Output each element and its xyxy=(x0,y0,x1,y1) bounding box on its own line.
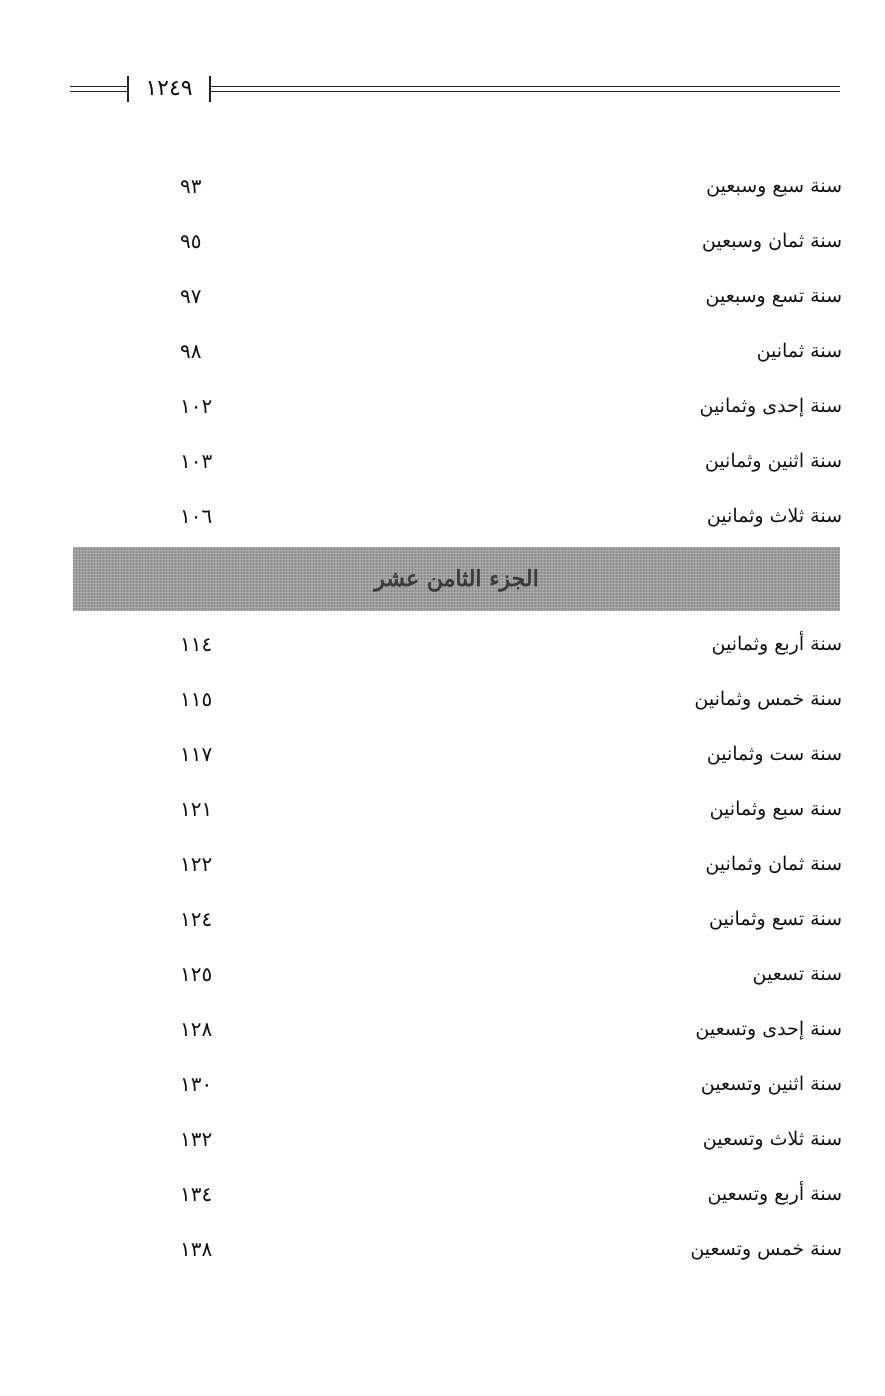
toc-entry-title: سنة تسع وسبعين xyxy=(705,285,842,307)
toc-entry-page: ١٢٨ xyxy=(180,1017,213,1041)
toc-entry-page: ١٠٣ xyxy=(180,449,213,473)
toc-entry-title: سنة خمس وتسعين xyxy=(690,1238,842,1260)
toc-row xyxy=(70,488,842,543)
toc-row xyxy=(70,1221,842,1276)
toc-entry-page: ١٠٦ xyxy=(180,504,213,528)
toc-entry-title: سنة تسع وثمانين xyxy=(709,908,842,930)
toc-row xyxy=(70,323,842,378)
toc-row xyxy=(70,213,842,268)
toc-entry-title: سنة سبع وسبعين xyxy=(706,175,842,197)
toc-entry-page: ٩٨ xyxy=(180,339,202,363)
toc-entry-title: سنة اثنين وتسعين xyxy=(700,1073,842,1095)
toc-entry-page: ١١٧ xyxy=(180,742,213,766)
header-rule-left xyxy=(70,86,127,92)
section-heading-band xyxy=(73,547,840,611)
toc-entry-page: ١٢٢ xyxy=(180,852,213,876)
toc-row xyxy=(70,781,842,836)
toc-entry-page: ١٣٠ xyxy=(180,1072,213,1096)
toc-entry-title: سنة إحدى وثمانين xyxy=(699,395,842,417)
toc-row xyxy=(70,378,842,433)
toc-entry-title: سنة أربع وثمانين xyxy=(711,633,842,655)
section-heading-title: الجزء الثامن عشر xyxy=(374,566,539,592)
table-of-contents xyxy=(70,158,842,1276)
toc-entry-title: سنة سبع وثمانين xyxy=(709,798,842,820)
toc-entry-title: سنة ثمان وثمانين xyxy=(705,853,842,875)
toc-entry-title: سنة ثلاث وثمانين xyxy=(706,505,842,527)
toc-entry-title: سنة خمس وثمانين xyxy=(694,688,842,710)
toc-row xyxy=(70,433,842,488)
toc-row xyxy=(70,616,842,671)
toc-entry-page: ١١٤ xyxy=(180,632,213,656)
toc-entry-page: ١٣٤ xyxy=(180,1182,213,1206)
toc-group-before xyxy=(70,158,842,543)
toc-entry-page: ١٢١ xyxy=(180,797,213,821)
toc-row xyxy=(70,1111,842,1166)
toc-entry-page: ٩٧ xyxy=(180,284,202,308)
toc-entry-page: ١١٥ xyxy=(180,687,213,711)
toc-row xyxy=(70,268,842,323)
toc-entry-title: سنة ثمانين xyxy=(756,340,842,362)
toc-row xyxy=(70,946,842,1001)
toc-entry-page: ١٠٢ xyxy=(180,394,213,418)
toc-entry-title: سنة تسعين xyxy=(752,963,842,985)
toc-row xyxy=(70,158,842,213)
toc-entry-title: سنة إحدى وتسعين xyxy=(695,1018,842,1040)
toc-row xyxy=(70,671,842,726)
toc-entry-title: سنة ست وثمانين xyxy=(706,743,842,765)
toc-entry-page: ١٢٤ xyxy=(180,907,213,931)
toc-row xyxy=(70,1001,842,1056)
toc-entry-page: ١٣٨ xyxy=(180,1237,213,1261)
toc-row xyxy=(70,726,842,781)
toc-entry-page: ١٢٥ xyxy=(180,962,213,986)
toc-entry-title: سنة ثمان وسبعين xyxy=(701,230,842,252)
page-number: ١٢٤٩ xyxy=(145,76,193,101)
toc-entry-title: سنة أربع وتسعين xyxy=(707,1183,842,1205)
toc-row xyxy=(70,836,842,891)
header-rule-right xyxy=(211,86,840,92)
toc-group-after xyxy=(70,616,842,1276)
toc-entry-page: ٩٥ xyxy=(180,229,202,253)
toc-entry-page: ٩٣ xyxy=(180,174,202,198)
toc-row xyxy=(70,1056,842,1111)
header-bar-left xyxy=(127,76,129,102)
toc-entry-page: ١٣٢ xyxy=(180,1127,213,1151)
toc-entry-title: سنة ثلاث وتسعين xyxy=(702,1128,842,1150)
toc-entry-title: سنة اثنين وثمانين xyxy=(704,450,842,472)
toc-row xyxy=(70,1166,842,1221)
toc-row xyxy=(70,891,842,946)
page-header xyxy=(70,74,840,106)
